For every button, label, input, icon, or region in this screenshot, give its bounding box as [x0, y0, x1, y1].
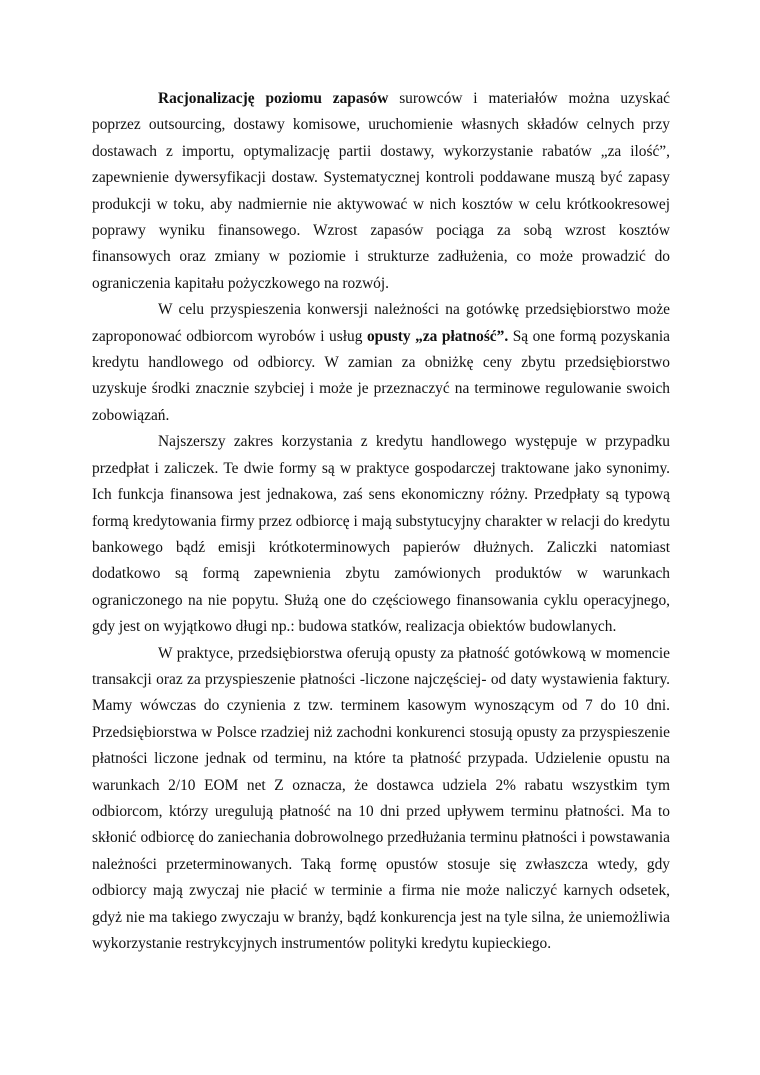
paragraph-opusty [92, 297, 670, 429]
document-body [92, 86, 670, 957]
paragraph-text: Najszerszy zakres korzystania z kredytu handlowego występuje w przypadku przedpłat i zaliczek. Te dwie formy są w praktyce gospodarczej traktowane jako synonimy. Ich funkcja finansowa jest jednakowa, zaś sens ekonomiczny różny. Przedpłaty są typową formą kredytowania firmy przez odbiorcę i mają substytucyjny charakter w relacji do kredytu bankowego bądź emisji krótkoterminowych papierów dłużnych. Zaliczki natomiast dodatkowo są formą zapewnienia zbytu zamówionych produktów w warunkach ograniczonego na nie popytu. Służą one do częściowego finansowania cyklu operacyjnego, gdy jest on wyjątkowo długi np.: budowa statków, realizacja obiektów budowlanych. [92, 433, 670, 636]
paragraph-text: Są one formą pozyskania kredytu handlowego od odbiorcy. W zamian za obniżkę ceny zbytu przedsiębiorstwo uzyskuje środki znacznie szybciej i może je przeznaczyć na terminowe regulowanie swoich zobowiązań. [92, 327, 670, 424]
term-opusty-za-platnosc: opusty „za płatność”. [366, 327, 509, 345]
paragraph-text: surowców i materiałów można uzyskać poprzez outsourcing, dostawy komisowe, uruchomienie własnych składów celnych przy dostawach z importu, optymalizację partii dostawy, wykorzystanie rabatów „za ilość”, zapewnienie dywersyfikacji dostaw. Systematycznej kontroli poddawane muszą być zapasy produkcji w toku, aby nadmiernie nie aktywować w nich kosztów w celu krótkookresowej poprawy wyniku finansowego. Wzrost zapasów pociąga za sobą wzrost kosztów finansowych oraz zmiany w poziomie i strukturze zadłużenia, co może prowadzić do ograniczenia kapitału pożyczkowego na rozwój. [92, 90, 670, 292]
paragraph-przedplaty [92, 429, 670, 640]
paragraph-text: W celu przyspieszenia konwersji należności na gotówkę przedsiębiorstwo może zaproponować odbiorcom wyrobów i usług [92, 301, 670, 345]
paragraph-zapasy [92, 86, 670, 297]
paragraph-text: W praktyce, przedsiębiorstwa oferują opusty za płatność gotówkową w momencie transakcji oraz za przyspieszenie płatności -liczone najczęściej- od daty wystawienia faktury. Mamy wówczas do czynienia z tzw. terminem kasowym wynoszącym od 7 do 10 dni. Przedsiębiorstwa w Polsce rzadziej niż zachodni konkurenci stosują opusty za przyspieszenie płatności liczone jednak od terminu, na które ta płatność przypada. Udzielenie opustu na warunkach 2/10 EOM net Z oznacza, że dostawca udziela 2% rabatu wszystkim tym odbiorcom, którzy uregulują płatność na 10 dni przed upływem terminu płatności. Ma to skłonić odbiorcę do zaniechania dobrowolnego przedłużania terminu płatności i powstawania należności przeterminowanych. Taką formę opustów stosuje się zwłaszcza wtedy, gdy odbiorcy mają zwyczaj nie płacić w terminie a firma nie może naliczyć karnych odsetek, gdyż nie ma takiego zwyczaju w branży, bądź konkurencja jest na tyle silna, że uniemożliwia wykorzystanie restrykcyjnych instrumentów polityki kredytu kupieckiego. [92, 644, 670, 952]
term-racjonalizacja-zapasow: Racjonalizację poziomu zapasów [158, 90, 389, 107]
paragraph-praktyka [92, 641, 670, 958]
